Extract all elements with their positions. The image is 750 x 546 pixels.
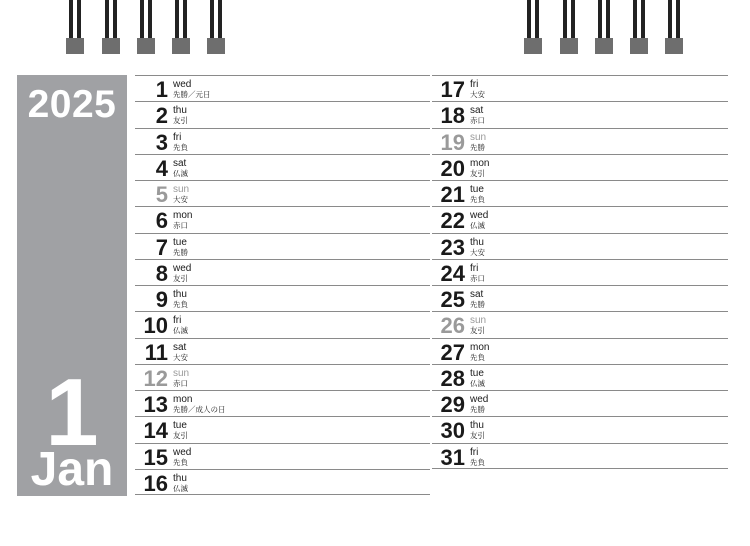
rokuyo-label: 友引 xyxy=(470,431,485,441)
day-number: 4 xyxy=(155,155,168,181)
day-row xyxy=(135,285,430,311)
weekday-label: fri xyxy=(173,131,182,143)
rokuyo-label: 友引 xyxy=(173,431,188,441)
day-number: 13 xyxy=(143,392,168,417)
weekday-label: fri xyxy=(470,262,479,274)
binding-ring xyxy=(66,0,84,55)
day-number: 9 xyxy=(155,287,168,312)
weekday-label: fri xyxy=(470,446,479,458)
day-number: 6 xyxy=(155,208,168,234)
day-row xyxy=(432,75,728,101)
rokuyo-label: 大安 xyxy=(470,90,485,99)
weekday-label: sat xyxy=(470,289,484,300)
year-label: 2025 xyxy=(27,83,117,126)
rokuyo-label: 先負 xyxy=(173,457,188,467)
rokuyo-label: 仏滅 xyxy=(470,378,485,388)
weekday-label: sun xyxy=(470,131,487,143)
weekday-label: sat xyxy=(173,157,187,169)
rokuyo-label: 仏滅 xyxy=(173,326,188,336)
binding-ring xyxy=(560,0,578,55)
weekday-label: sat xyxy=(470,105,484,117)
day-number: 27 xyxy=(440,339,465,365)
day-number: 8 xyxy=(155,260,168,286)
day-number: 19 xyxy=(440,129,465,155)
weekday-label: fri xyxy=(470,79,479,90)
day-row xyxy=(135,390,430,416)
rokuyo-label: 友引 xyxy=(470,326,485,336)
day-row xyxy=(135,101,430,127)
weekday-label: mon xyxy=(173,210,193,222)
weekday-label: tue xyxy=(470,367,484,379)
day-row xyxy=(135,206,430,232)
day-number: 28 xyxy=(440,365,465,391)
weekday-label: fri xyxy=(173,315,182,327)
weekday-label: wed xyxy=(173,262,192,274)
weekday-label: sun xyxy=(173,184,190,195)
month-sidebar xyxy=(17,75,127,496)
rokuyo-label: 先負 xyxy=(173,142,188,152)
rokuyo-label: 仏滅 xyxy=(173,168,188,178)
weekday-label: sun xyxy=(470,315,487,327)
day-number: 18 xyxy=(440,103,465,129)
rokuyo-label: 先勝 xyxy=(173,247,188,257)
day-number: 12 xyxy=(143,365,168,391)
rokuyo-label: 先勝／成人の日 xyxy=(173,405,226,414)
rokuyo-label: 赤口 xyxy=(470,273,485,283)
rokuyo-label: 赤口 xyxy=(470,116,485,126)
day-number: 20 xyxy=(440,155,465,181)
day-number: 5 xyxy=(155,182,168,207)
day-row xyxy=(135,364,430,390)
rokuyo-label: 先勝／元日 xyxy=(173,90,211,99)
weekday-label: wed xyxy=(470,394,489,405)
weekday-label: thu xyxy=(173,105,187,117)
day-number: 17 xyxy=(440,77,465,102)
month-number: 1 xyxy=(45,359,99,466)
day-number: 14 xyxy=(143,418,168,444)
day-row xyxy=(135,154,430,180)
day-row xyxy=(432,416,728,442)
rokuyo-label: 仏滅 xyxy=(173,483,188,493)
weekday-label: tue xyxy=(173,236,187,248)
rokuyo-label: 大安 xyxy=(470,247,485,257)
day-list-right xyxy=(432,75,728,469)
rokuyo-label: 先負 xyxy=(470,352,485,362)
day-row xyxy=(135,259,430,285)
weekday-label: mon xyxy=(470,341,490,353)
rokuyo-label: 赤口 xyxy=(173,378,188,388)
weekday-label: thu xyxy=(470,420,484,432)
day-row xyxy=(135,311,430,337)
rokuyo-label: 友引 xyxy=(173,273,188,283)
weekday-label: thu xyxy=(173,472,187,484)
day-row xyxy=(432,443,728,469)
day-row xyxy=(432,259,728,285)
weekday-label: tue xyxy=(470,184,484,195)
weekday-label: mon xyxy=(173,394,193,405)
day-number: 31 xyxy=(440,444,465,470)
rokuyo-label: 友引 xyxy=(173,116,188,126)
day-number: 10 xyxy=(143,313,168,339)
day-list-left xyxy=(135,75,430,495)
day-number: 3 xyxy=(155,129,168,155)
rokuyo-label: 大安 xyxy=(173,352,188,362)
day-row xyxy=(135,338,430,364)
weekday-label: tue xyxy=(173,420,187,432)
day-number: 15 xyxy=(143,444,168,470)
day-number: 26 xyxy=(440,313,465,339)
month-name: Jan xyxy=(30,443,114,496)
day-number: 1 xyxy=(155,77,168,102)
weekday-label: thu xyxy=(173,289,187,300)
rokuyo-label: 先勝 xyxy=(470,300,485,309)
day-row xyxy=(432,338,728,364)
day-row xyxy=(432,154,728,180)
weekday-label: wed xyxy=(173,446,192,458)
day-number: 11 xyxy=(144,339,168,365)
binding-ring xyxy=(595,0,613,55)
rokuyo-label: 先負 xyxy=(173,300,188,309)
binding-ring xyxy=(137,0,155,55)
day-row xyxy=(432,101,728,127)
rokuyo-label: 仏滅 xyxy=(470,221,485,231)
rokuyo-label: 先勝 xyxy=(470,405,485,414)
weekday-label: mon xyxy=(470,157,490,169)
day-row xyxy=(432,206,728,232)
rokuyo-label: 大安 xyxy=(173,195,188,204)
day-row xyxy=(432,128,728,154)
day-row xyxy=(135,416,430,442)
day-row xyxy=(135,443,430,469)
day-number: 25 xyxy=(440,287,465,312)
day-row xyxy=(432,311,728,337)
rokuyo-label: 赤口 xyxy=(173,221,188,231)
weekday-label: thu xyxy=(470,236,484,248)
day-row xyxy=(135,128,430,154)
weekday-label: sun xyxy=(173,367,190,379)
day-row xyxy=(135,75,430,101)
binding-ring xyxy=(102,0,120,55)
day-row xyxy=(432,285,728,311)
day-row xyxy=(432,364,728,390)
binding-ring xyxy=(524,0,542,55)
weekday-label: wed xyxy=(173,79,192,90)
binding-ring xyxy=(172,0,190,55)
day-row xyxy=(135,233,430,259)
day-number: 23 xyxy=(440,234,465,260)
day-row xyxy=(432,180,728,206)
rokuyo-label: 友引 xyxy=(470,168,485,178)
day-number: 16 xyxy=(143,470,168,496)
day-number: 2 xyxy=(155,103,168,129)
binding-ring xyxy=(665,0,683,55)
day-row xyxy=(135,180,430,206)
day-number: 21 xyxy=(440,182,465,207)
binding-ring xyxy=(630,0,648,55)
day-number: 24 xyxy=(440,260,465,286)
rokuyo-label: 先勝 xyxy=(470,142,485,152)
day-row xyxy=(135,469,430,495)
rokuyo-label: 先負 xyxy=(470,195,485,204)
day-number: 7 xyxy=(155,234,168,260)
weekday-label: wed xyxy=(470,210,489,222)
day-row xyxy=(432,233,728,259)
day-row xyxy=(432,390,728,416)
weekday-label: sat xyxy=(173,341,187,353)
day-number: 22 xyxy=(440,208,465,234)
day-number: 30 xyxy=(440,418,465,444)
rokuyo-label: 先負 xyxy=(470,457,485,467)
binding-ring xyxy=(207,0,225,55)
day-number: 29 xyxy=(440,392,465,417)
